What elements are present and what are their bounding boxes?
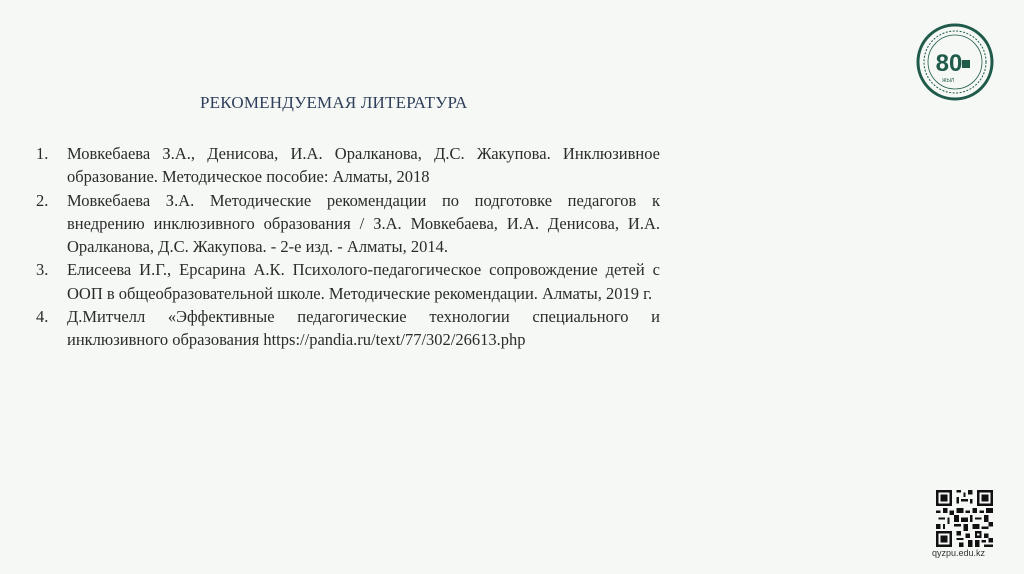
list-item	[36, 258, 660, 305]
list-item-number: 2.	[36, 190, 49, 210]
list-item-number: 3.	[36, 260, 49, 280]
page-title: РЕКОМЕНДУЕМАЯ ЛИТЕРАТУРА	[200, 93, 468, 112]
list-item-text: Д.Митчелл «Эффективные педагогические технологии специального и инклюзивного образования https://pandia.ru/text/77/302/26613.php	[67, 307, 660, 350]
list-item	[36, 305, 660, 352]
website-url: qyzpu.edu.kz	[932, 548, 986, 558]
list-item	[36, 142, 660, 189]
list-item-number: 4.	[36, 307, 49, 327]
logo-subtitle: ЖЫЛ	[941, 78, 955, 84]
anniversary-logo	[915, 22, 995, 102]
list-item-number: 1.	[36, 144, 49, 163]
reference-list	[36, 142, 660, 352]
qr-code-icon	[936, 490, 993, 547]
list-item-text: Елисеева И.Г., Ерсарина А.К. Психолого-педагогическое сопровождение детей с ООП в общеобразовательной школе. Методические рекомендации. Алматы, 2019 г.	[67, 260, 660, 303]
list-item-text: Мовкебаева З.А., Денисова, И.А. Оралканова, Д.С. Жакупова. Инклюзивное образование. Методическое пособие: Алматы, 2018	[67, 144, 660, 187]
list-item	[36, 189, 660, 259]
logo-number: 80	[935, 50, 963, 77]
list-item-text: Мовкебаева З.А. Методические рекомендации по подготовке педагогов к внедрению инклюзивного образования / З.А. Мовкебаева, И.А. Денисова, И.А. Оралканова, Д.С. Жакупова. - 2-е изд. - Алматы, 2014.	[67, 190, 660, 257]
